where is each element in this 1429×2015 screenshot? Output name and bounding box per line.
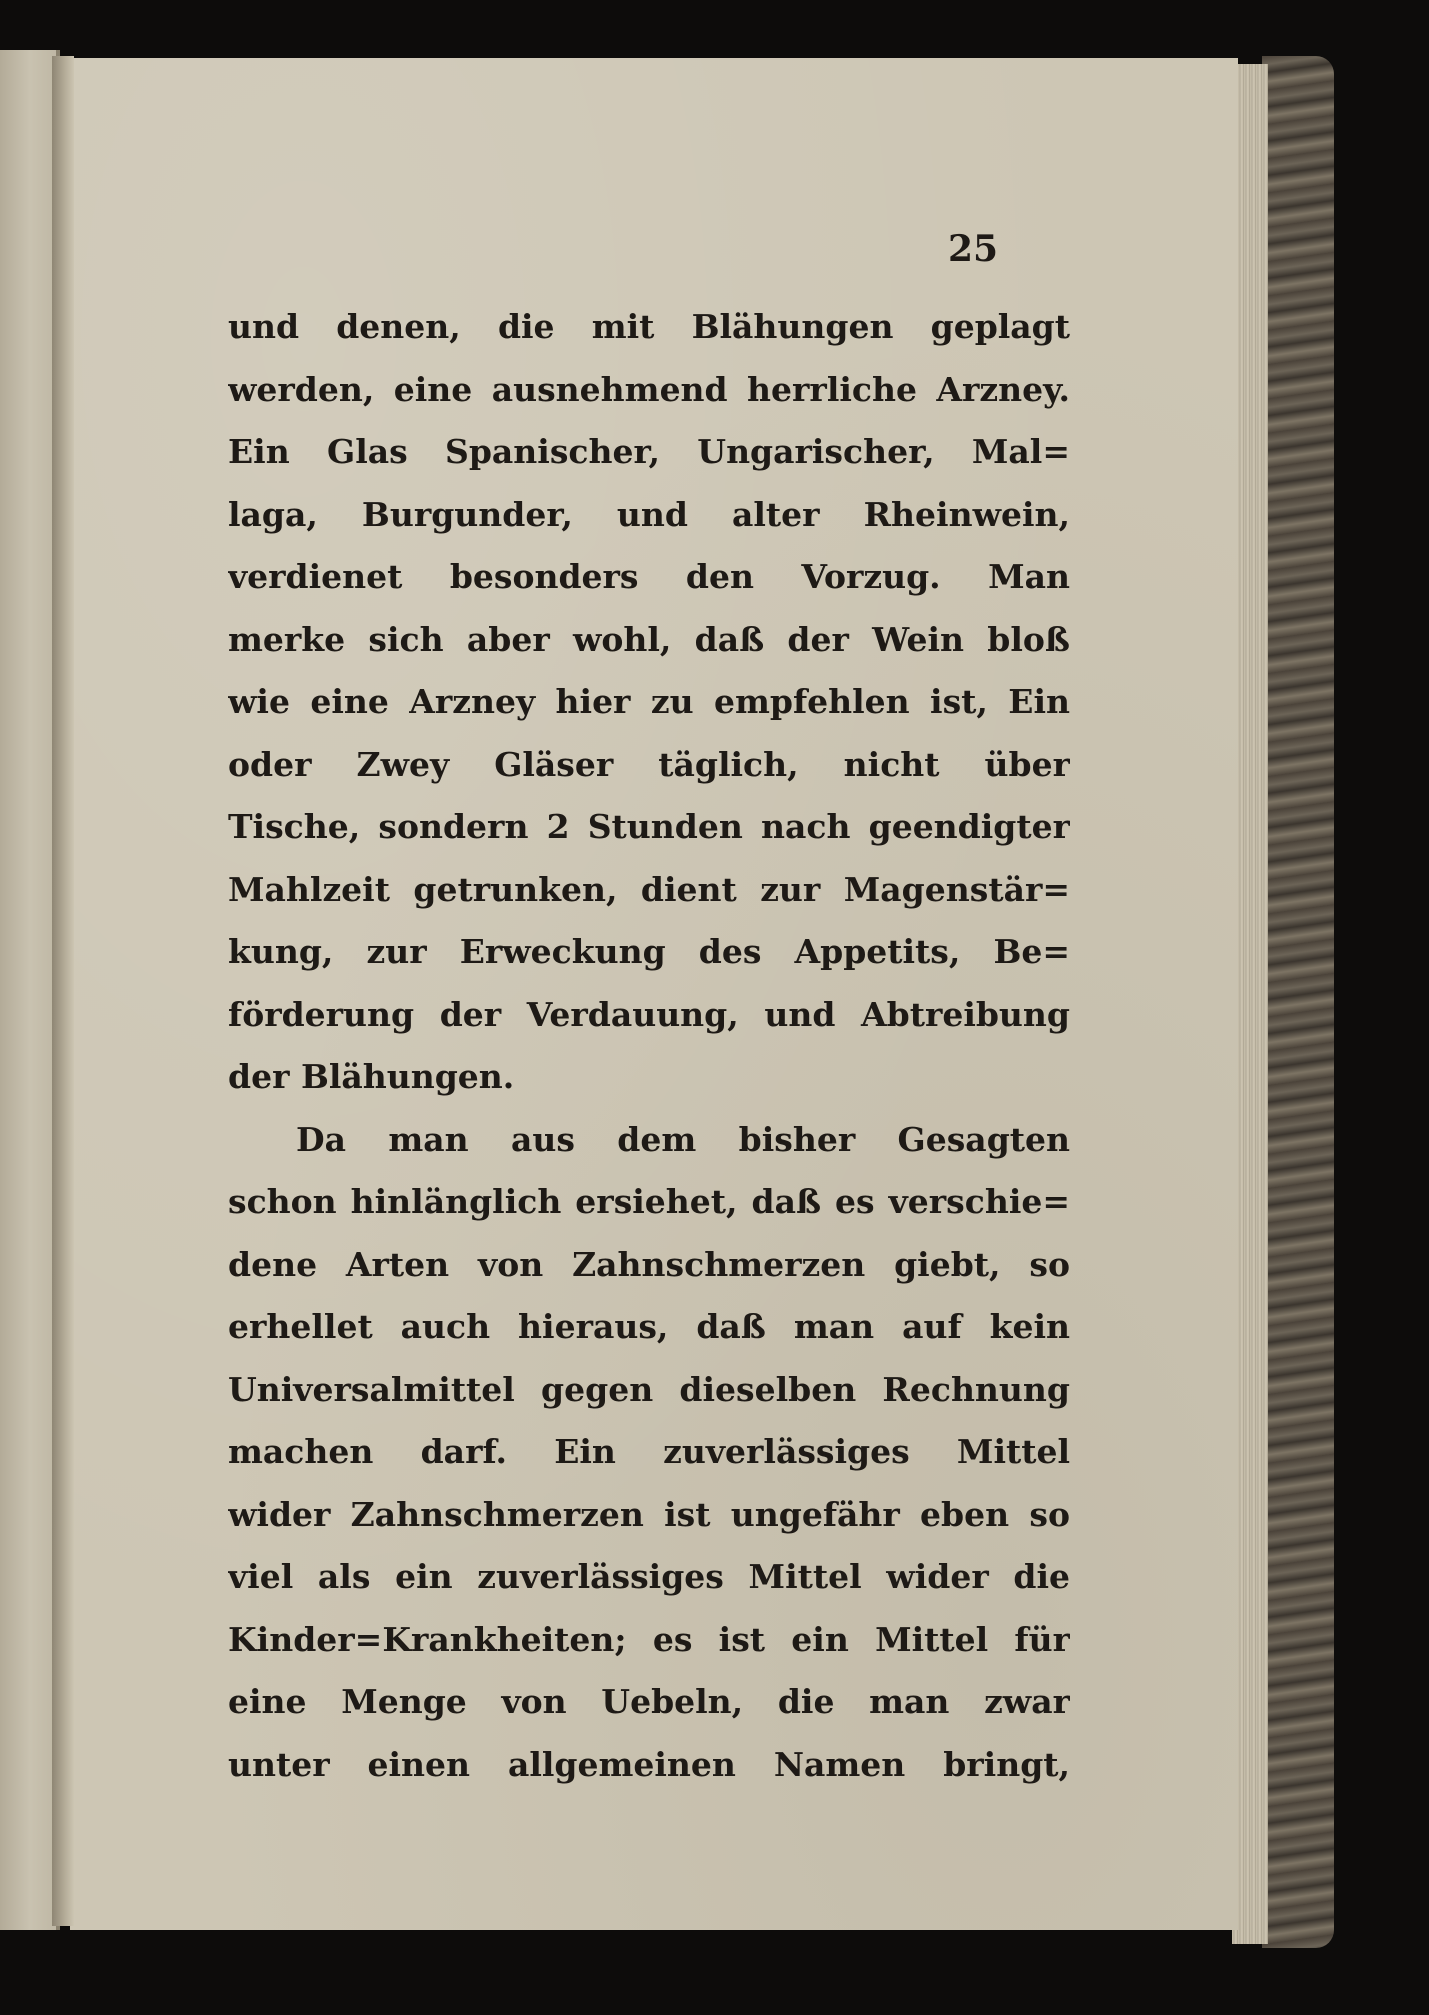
text-line: wie eine Arzney hier zu empfehlen ist, Ein — [228, 682, 1070, 721]
page-number: 25 — [948, 228, 999, 270]
text-line: dene Arten von Zahnschmerzen giebt, so — [228, 1244, 1070, 1284]
text-line: eine Menge von Uebeln, die man zwar — [228, 1682, 1070, 1721]
text-line: viel als ein zuverlässiges Mittel wider die — [228, 1557, 1070, 1596]
text-line: kung, zur Erweckung des Appetits, Be= — [228, 932, 1070, 971]
text-line: Ein Glas Spanischer, Ungarischer, Mal= — [228, 432, 1070, 471]
text-line: oder Zwey Gläser täglich, nicht über — [228, 744, 1070, 784]
text-line: Kinder=Krankheiten; es ist ein Mittel für — [228, 1619, 1070, 1659]
text-line: unter einen allgemeinen Namen bringt, — [228, 1744, 1070, 1784]
paragraph-end-line: der Blähungen. — [228, 1057, 515, 1096]
text-line: Tische, sondern 2 Stunden nach geendigter — [228, 807, 1070, 846]
text-line: laga, Burgunder, und alter Rheinwein, — [228, 494, 1070, 534]
text-line: merke sich aber wohl, daß der Wein bloß — [228, 619, 1070, 659]
text-line: verdienet besonders den Vorzug. Man — [228, 557, 1070, 596]
marbled-cover-edge — [1262, 56, 1334, 1948]
text-line: werden, eine ausnehmend herrliche Arzney. — [228, 369, 1070, 409]
text-line: und denen, die mit Blähungen geplagt — [228, 307, 1070, 346]
text-line: schon hinlänglich ersiehet, daß es verschie= — [228, 1182, 1070, 1221]
text-line: Mahlzeit getrunken, dient zur Magenstär= — [228, 869, 1070, 909]
text-line: wider Zahnschmerzen ist ungefähr eben so — [228, 1494, 1070, 1534]
text-line: erhellet auch hieraus, daß man auf kein — [228, 1307, 1070, 1346]
text-block — [228, 296, 1070, 1796]
book-page — [70, 58, 1238, 1930]
previous-page-edge — [0, 50, 60, 1930]
spine-gutter — [52, 56, 74, 1926]
text-line: machen darf. Ein zuverlässiges Mittel — [228, 1432, 1070, 1471]
paragraph-start-line: Da man aus dem bisher Gesagten — [296, 1119, 1070, 1159]
text-line: förderung der Verdauung, und Abtreibung — [228, 994, 1070, 1034]
text-line: Universalmittel gegen dieselben Rechnung — [228, 1369, 1070, 1409]
